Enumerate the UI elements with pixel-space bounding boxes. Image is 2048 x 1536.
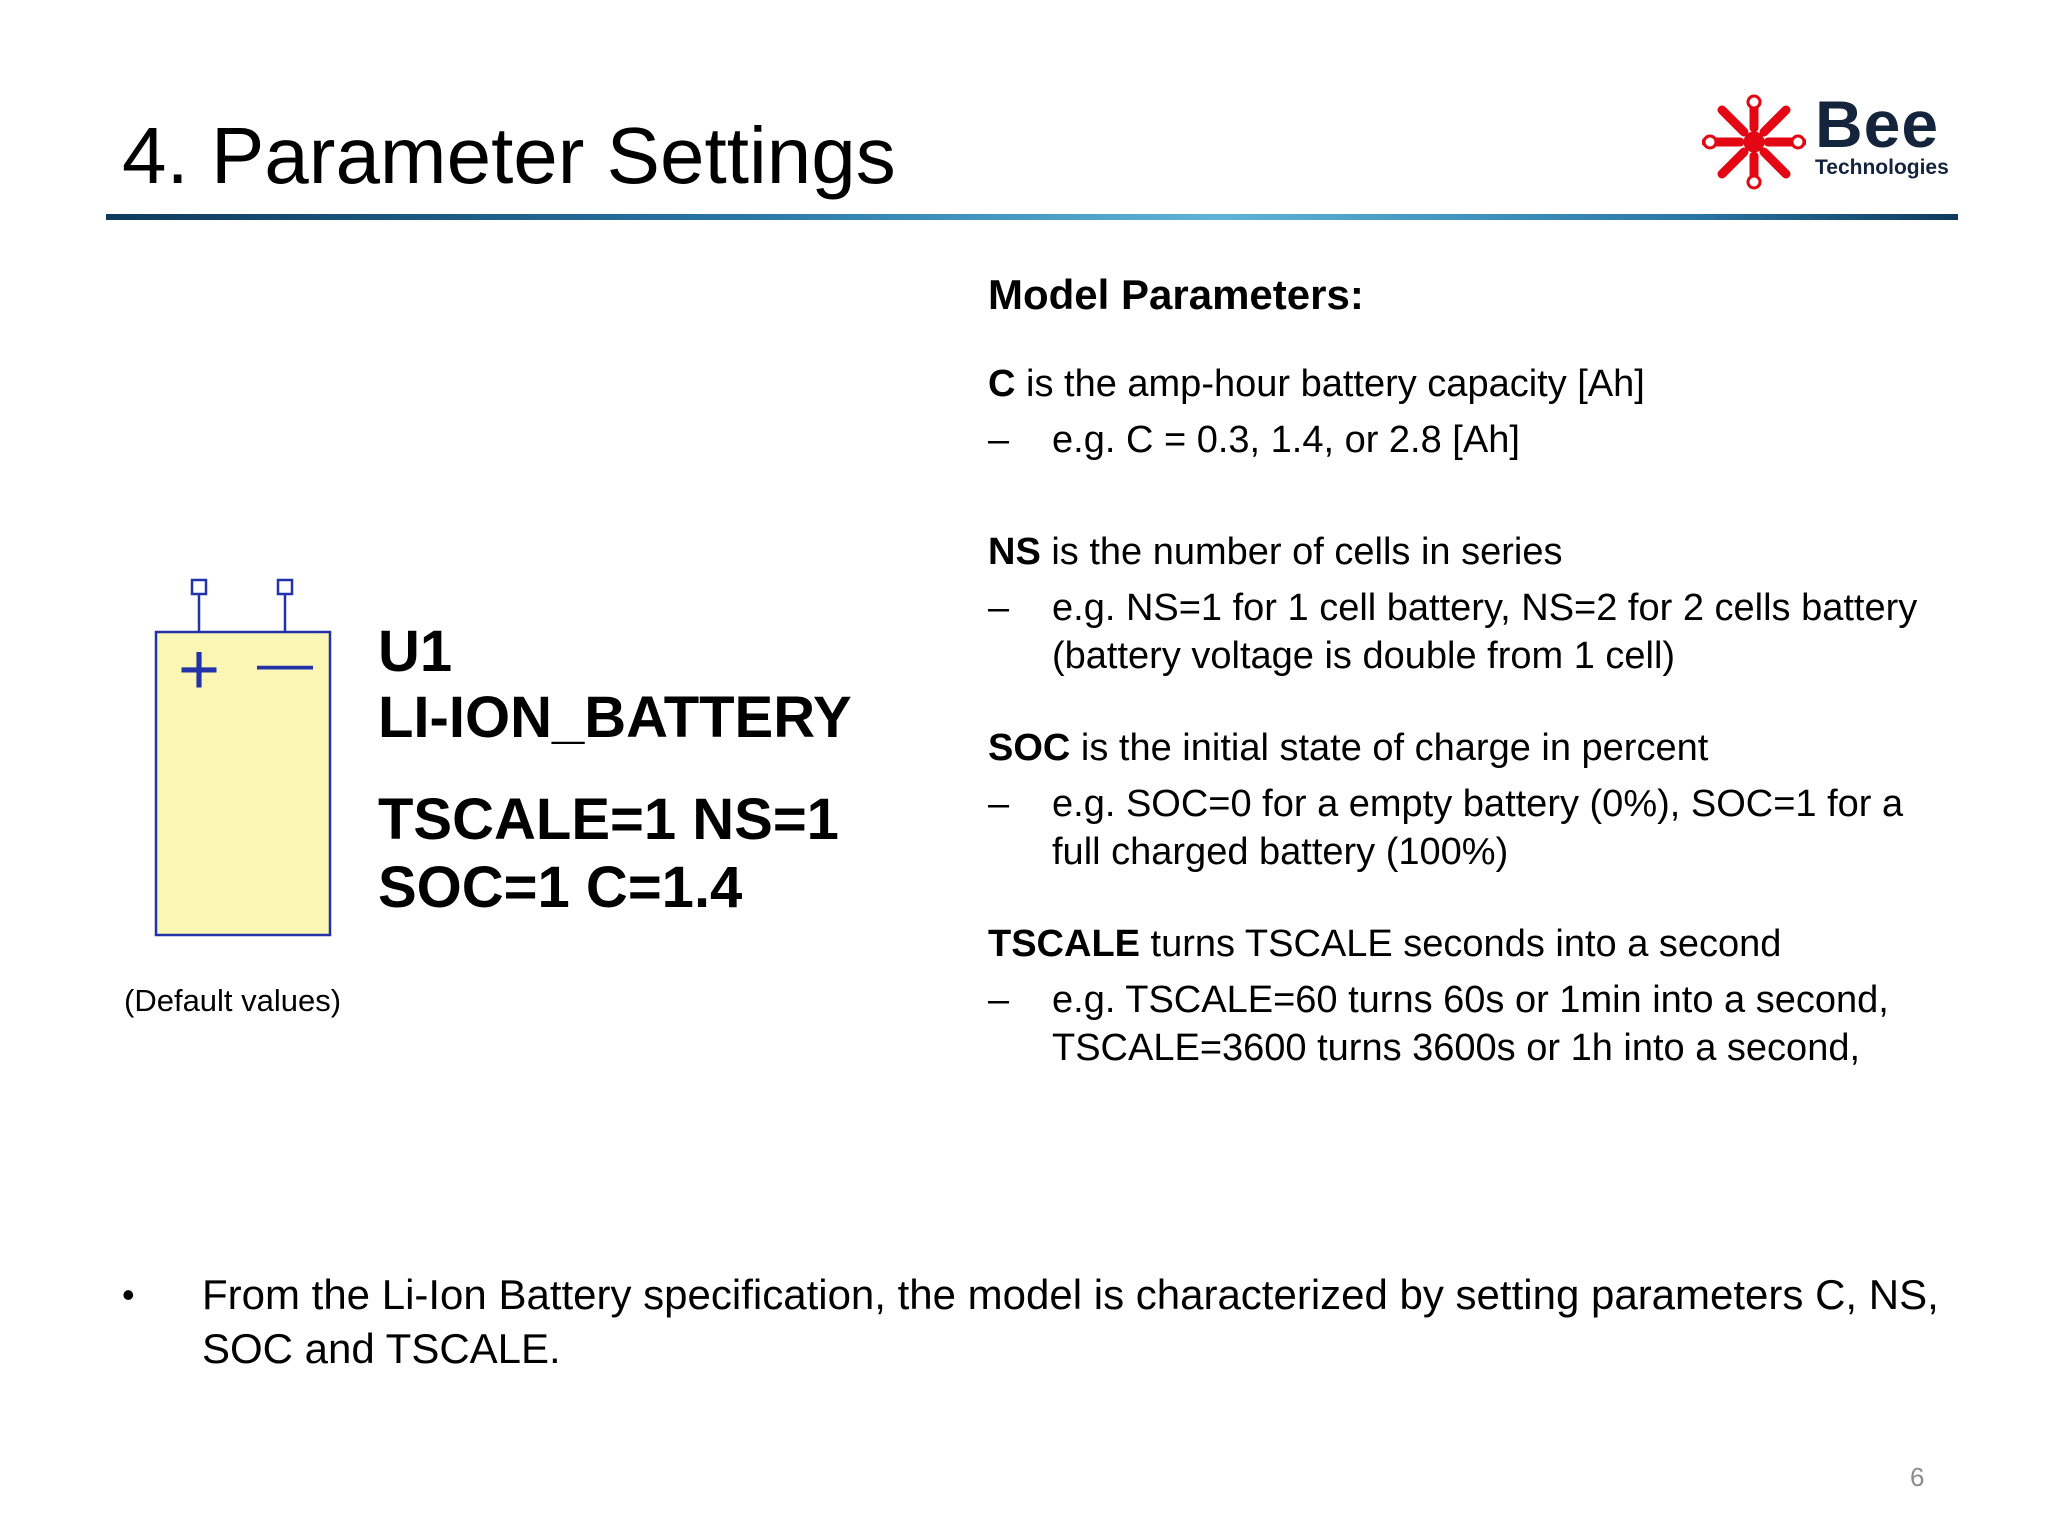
- part-name: LI-ION_BATTERY: [378, 685, 852, 750]
- param-description: turns TSCALE seconds into a second: [1140, 923, 1782, 965]
- param-name: TSCALE: [988, 923, 1140, 965]
- param-tscale: [988, 920, 1948, 1072]
- param-c: [988, 360, 1948, 464]
- param-definition: [988, 920, 1948, 968]
- part-params-line-1: TSCALE=1 NS=1: [378, 787, 839, 852]
- slide-title: 4. Parameter Settings: [122, 111, 896, 200]
- param-name: C: [988, 363, 1016, 405]
- bullet-marker: •: [122, 1274, 135, 1315]
- param-description: is the number of cells in series: [1040, 531, 1563, 573]
- default-values-note: (Default values): [124, 983, 342, 1018]
- param-definition: [988, 360, 1948, 408]
- positive-symbol: +: [177, 630, 221, 710]
- dash-marker: –: [988, 587, 1010, 629]
- param-description: is the initial state of charge in percent: [1070, 727, 1709, 769]
- param-description: is the amp-hour battery capacity [Ah]: [1015, 363, 1645, 405]
- battery-symbol: [140, 570, 340, 950]
- param-definition: [988, 528, 1948, 576]
- negative-pin-terminal: [278, 580, 292, 594]
- model-parameters: [988, 268, 1948, 1116]
- param-example-text: e.g. TSCALE=60 turns 60s or 1min into a second, TSCALE=3600 turns 3600s or 1h into a second,: [1052, 979, 1889, 1069]
- dash-marker: –: [988, 783, 1010, 825]
- param-example-text: e.g. C = 0.3, 1.4, or 2.8 [Ah]: [1052, 419, 1520, 461]
- param-example: [988, 780, 1948, 876]
- title-divider: [106, 214, 1958, 220]
- param-definition: [988, 724, 1948, 772]
- page-number: 6: [1910, 1462, 1925, 1492]
- param-soc: [988, 724, 1948, 876]
- bee-technologies-logo: [1702, 87, 1962, 190]
- param-example-text: e.g. NS=1 for 1 cell battery, NS=2 for 2 cells battery (battery voltage is double from 1 cell): [1052, 587, 1918, 677]
- summary-text: From the Li-Ion Battery specification, the model is characterized by setting parameters C, NS, SOC and TSCALE.: [202, 1271, 1939, 1372]
- logo-burst-icon: [1702, 94, 1806, 190]
- logo-subtitle: Technologies: [1815, 156, 1949, 179]
- dash-marker: –: [988, 979, 1010, 1021]
- model-parameters-heading: Model Parameters:: [988, 271, 1364, 318]
- param-ns: [988, 528, 1948, 680]
- battery-schematic: [140, 570, 920, 950]
- summary-bullet: [122, 1268, 1962, 1376]
- param-example: [988, 976, 1948, 1072]
- dash-marker: –: [988, 419, 1010, 461]
- part-reference: U1: [378, 619, 453, 684]
- logo-wordmark: Bee: [1815, 87, 1940, 161]
- param-example-text: e.g. SOC=0 for a empty battery (0%), SOC=1 for a full charged battery (100%): [1052, 783, 1904, 873]
- param-name: NS: [988, 531, 1041, 573]
- param-name: SOC: [988, 727, 1071, 769]
- part-params-line-2: SOC=1 C=1.4: [378, 855, 743, 920]
- param-example: [988, 584, 1948, 680]
- positive-pin-terminal: [192, 580, 206, 594]
- negative-symbol: —: [257, 631, 313, 694]
- param-example: [988, 416, 1948, 464]
